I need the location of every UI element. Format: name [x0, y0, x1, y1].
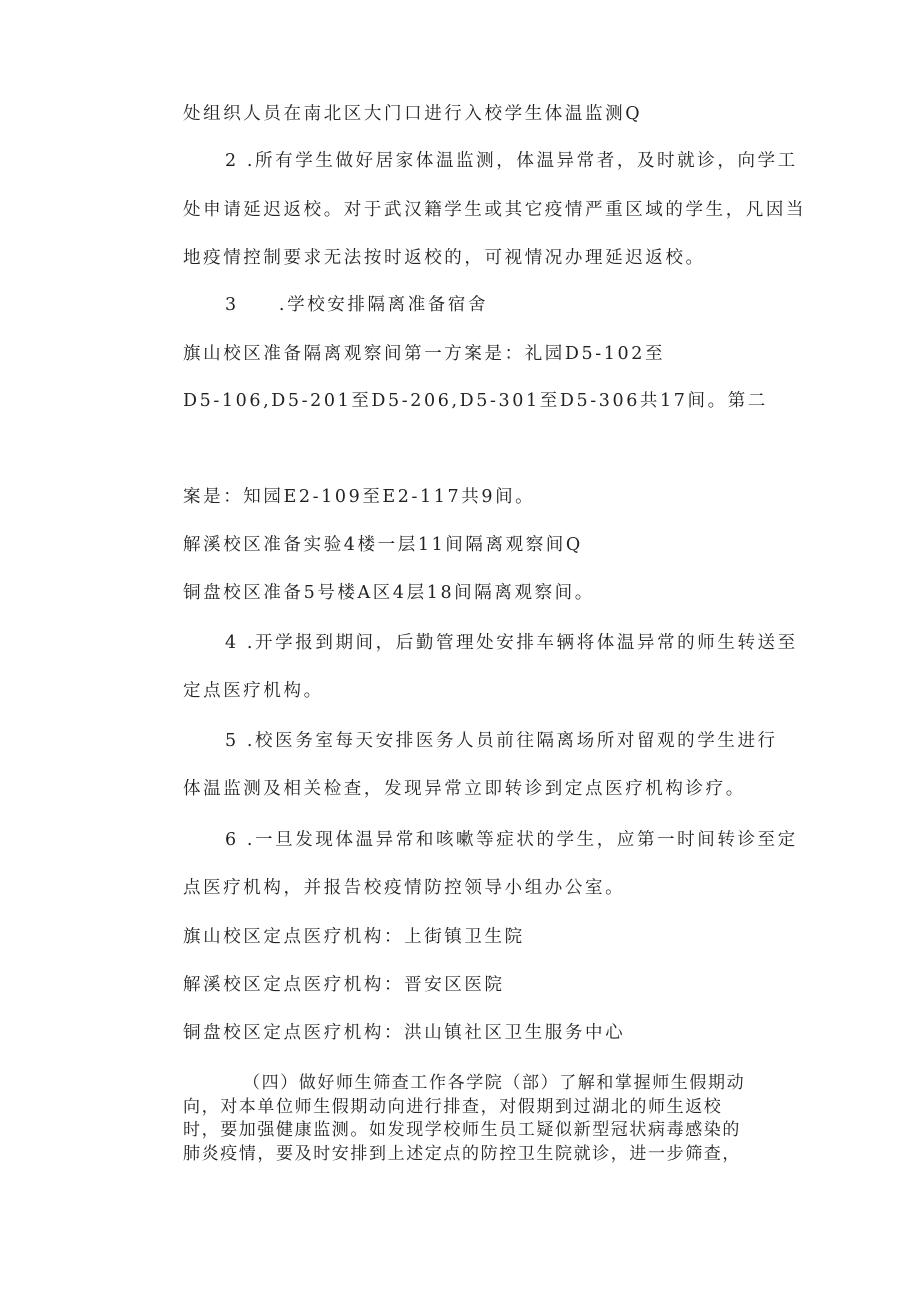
text-line: 旗山校区准备隔离观察间第一方案是：礼园D5-102至	[183, 344, 666, 364]
text-line: 体温监测及相关检查，发现异常立即转诊到定点医疗机构诊疗。	[183, 779, 746, 799]
text-line: 处申请延迟返校。对于武汉籍学生或其它疫情严重区域的学生，凡因当	[183, 200, 807, 220]
item-4-line: 4 .开学报到期间，后勤管理处安排车辆将体温异常的师生转送至	[225, 633, 798, 653]
section-4-line: 时，要加强健康监测。如发现学校师生员工疑似新型冠状病毒感染的	[183, 1120, 741, 1140]
text-line: D5-106,D5-201至D5-206,D5-301至D5-306共17间。第二	[183, 391, 768, 411]
text-line: 地疫情控制要求无法按时返校的，可视情况办理延迟返校。	[183, 248, 706, 268]
text-line: 案是：知园E2-109至E2-117共9间。	[183, 487, 536, 507]
medical-institution-line: 铜盘校区定点医疗机构：洪山镇社区卫生服务中心	[183, 1023, 626, 1043]
text-line: 处组织人员在南北区大门口进行入校学生体温监测Q	[183, 104, 643, 124]
item-3-heading: 3 .学校安排隔离准备宿舍	[225, 295, 489, 315]
section-4-line: 肺炎疫情，要及时安排到上述定点的防控卫生院就诊，进一步筛查，	[183, 1143, 741, 1164]
medical-institution-line: 解溪校区定点医疗机构：晋安区医院	[183, 975, 505, 995]
text-line: 铜盘校区准备5号楼A区4层18间隔离观察间。	[183, 583, 595, 603]
item-2-line: 2 .所有学生做好居家体温监测，体温异常者，及时就诊，向学工	[225, 151, 798, 171]
medical-institution-line: 旗山校区定点医疗机构：上街镇卫生院	[183, 927, 525, 947]
section-4-line: （四）做好师生筛查工作各学院（部）了解和掌握师生假期动	[243, 1073, 746, 1093]
text-line: 点医疗机构，并报告校疫情防控领导小组办公室。	[183, 878, 626, 898]
section-4-line: 向，对本单位师生假期动向进行排查，对假期到过湖北的师生返校	[183, 1096, 723, 1117]
item-5-line: 5 .校医务室每天安排医务人员前往隔离场所对留观的学生进行	[225, 731, 778, 751]
item-6-line: 6 .一旦发现体温异常和咳嗽等症状的学生，应第一时间转诊至定	[225, 830, 798, 850]
text-line: 定点医疗机构。	[183, 681, 324, 701]
text-line: 解溪校区准备实验4楼一层11间隔离观察间Q	[183, 535, 583, 555]
section-4-paragraph	[183, 1072, 793, 1166]
